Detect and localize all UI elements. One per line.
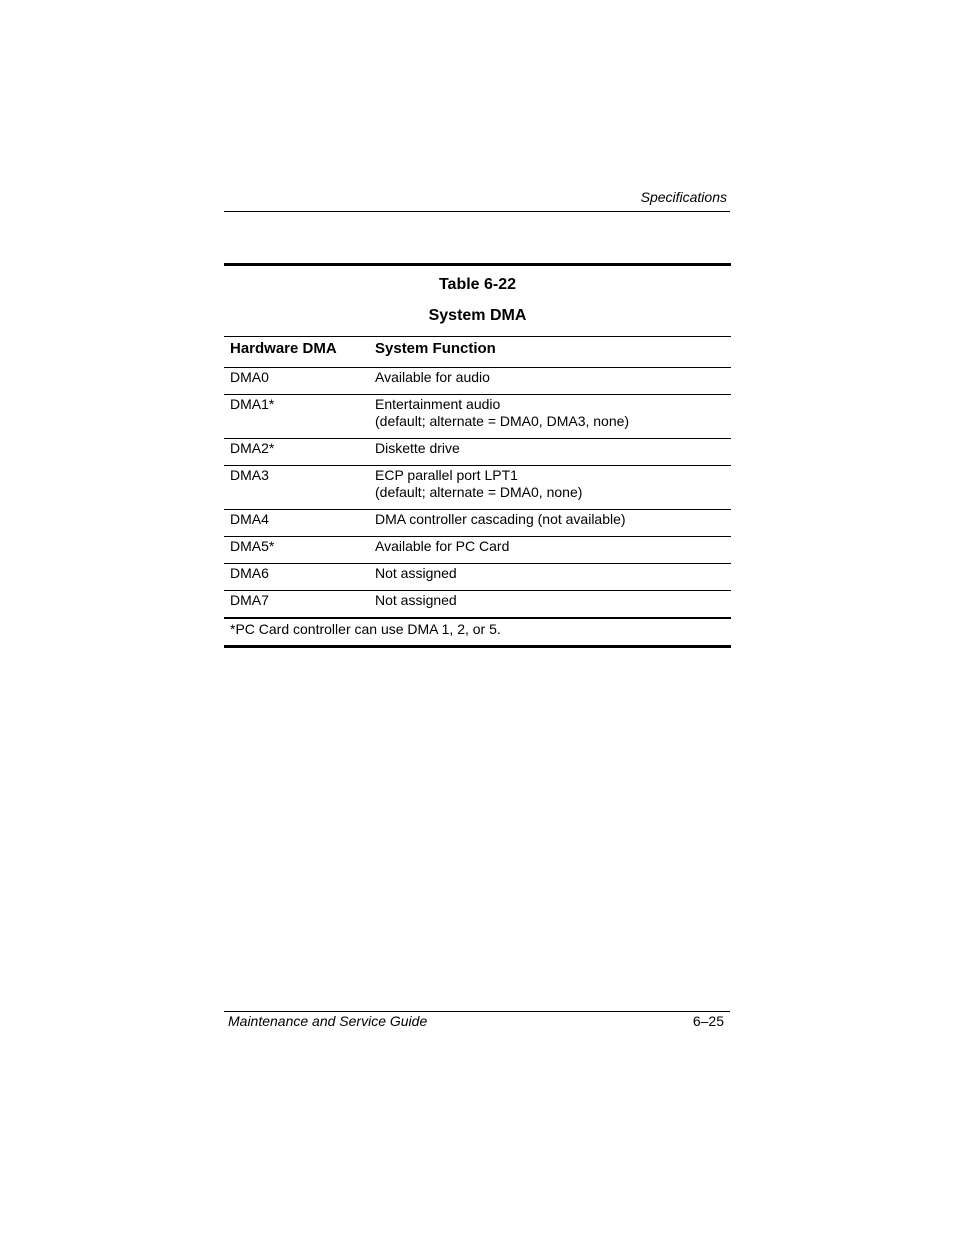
dma-cell: DMA4: [230, 511, 269, 527]
function-cell: [369, 591, 731, 619]
function-line: Diskette drive: [375, 440, 460, 456]
system-dma-table: [224, 336, 731, 648]
function-line: (default; alternate = DMA0, none): [375, 484, 583, 500]
function-line: (default; alternate = DMA0, DMA3, none): [375, 413, 630, 429]
dma-cell: DMA0: [230, 369, 269, 385]
running-head: Specifications: [640, 189, 727, 205]
dma-cell: DMA3: [230, 467, 269, 483]
table-body: [224, 368, 731, 647]
dma-cell: DMA1*: [230, 396, 275, 412]
function-cell: [369, 510, 731, 537]
system-dma-table-block: [224, 263, 731, 648]
table-footnote-row: [224, 618, 731, 647]
dma-cell: DMA7: [230, 592, 269, 608]
function-cell: [369, 439, 731, 466]
table-row: [224, 395, 731, 439]
function-line: Available for audio: [375, 369, 490, 385]
function-line: ECP parallel port LPT1: [375, 467, 518, 483]
footer-guide-title: Maintenance and Service Guide: [228, 1013, 428, 1029]
table-top-rule: [224, 263, 731, 266]
table-row: [224, 564, 731, 591]
table-header-row: [224, 337, 731, 368]
table-row: [224, 368, 731, 395]
function-cell: [369, 564, 731, 591]
dma-cell: DMA6: [230, 565, 269, 581]
table-row: [224, 510, 731, 537]
function-line: Not assigned: [375, 565, 457, 581]
table-title: System DMA: [428, 307, 527, 324]
function-cell: [369, 368, 731, 395]
function-cell: [369, 466, 731, 510]
function-cell: [369, 537, 731, 564]
dma-cell: DMA5*: [230, 538, 275, 554]
function-line: Not assigned: [375, 592, 457, 608]
table-footnote: *PC Card controller can use DMA 1, 2, or 5.: [230, 621, 501, 637]
footer-rule: [224, 1011, 730, 1012]
table-number: Table 6-22: [438, 276, 517, 293]
column-header-system-function: System Function: [375, 340, 496, 357]
table-row: [224, 591, 731, 619]
function-line: DMA controller cascading (not available): [375, 511, 626, 527]
table-row: [224, 439, 731, 466]
table-row: [224, 466, 731, 510]
dma-cell: DMA2*: [230, 440, 275, 456]
table-row: [224, 537, 731, 564]
footer-page-number: 6–25: [692, 1013, 724, 1029]
column-header-hardware-dma: Hardware DMA: [230, 340, 337, 357]
function-line: Entertainment audio: [375, 396, 501, 412]
function-cell: [369, 395, 731, 439]
header-rule: [224, 211, 730, 212]
function-line: Available for PC Card: [375, 538, 510, 554]
